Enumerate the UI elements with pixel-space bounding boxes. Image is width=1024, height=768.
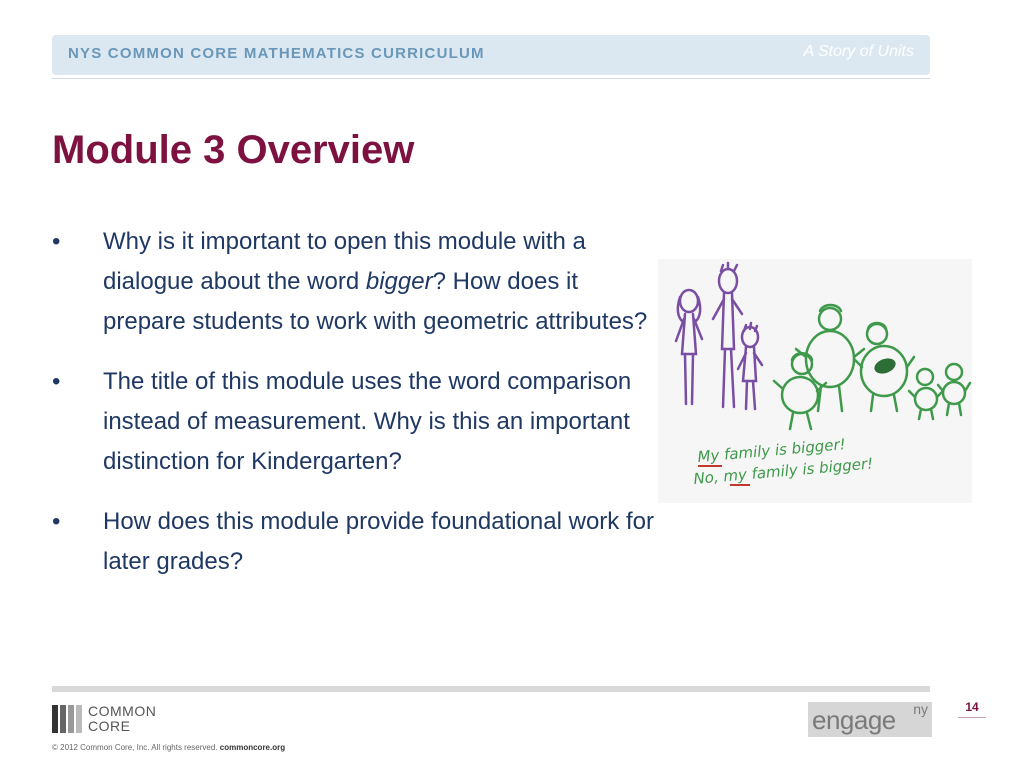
caption-my: My	[696, 446, 721, 466]
engage-word: engage	[812, 705, 896, 735]
header-banner	[52, 35, 930, 75]
bullet-text: Why is it important to open this module with a dialogue about the word bigger? How does it prepare students to work with geometric attributes?	[103, 228, 648, 335]
page-number-underline	[958, 717, 986, 718]
bullet-marker: •	[52, 228, 61, 255]
svg-text:No, my family is bigger!: No, my family is bigger!	[692, 454, 874, 488]
bullet-item	[52, 222, 667, 342]
curriculum-label: NYS COMMON CORE MATHEMATICS CURRICULUM	[68, 45, 485, 62]
logo-text-line1: COMMON	[88, 703, 157, 719]
logo-text-line2: CORE	[88, 718, 131, 734]
engage-ny-logo	[808, 702, 932, 737]
bullet-list	[52, 222, 667, 602]
bullet-marker: •	[52, 368, 61, 395]
copyright-notice: © 2012 Common Core, Inc. All rights reserved. commoncore.org	[52, 743, 286, 752]
bullet-text: How does this module provide foundational work for later grades?	[103, 508, 654, 575]
series-label: A Story of Units	[803, 43, 914, 60]
emphasis-bigger: bigger	[365, 268, 433, 295]
family-drawing	[658, 259, 972, 503]
bullet-text: The title of this module uses the word comparison instead of measurement. Why is this an important distinction for Kindergarten?	[103, 368, 632, 475]
page-number: 14	[965, 700, 979, 714]
engage-sup: ny	[913, 701, 928, 717]
bullet-item	[52, 362, 667, 482]
bullet-marker: •	[52, 508, 61, 535]
footer-divider	[52, 686, 930, 692]
slide-title: Module 3 Overview	[52, 128, 415, 172]
common-core-logo	[52, 704, 156, 734]
common-core-logo-icon	[52, 705, 82, 733]
copyright-site: commoncore.org	[219, 743, 286, 752]
bullet-item	[52, 502, 667, 582]
family-drawing-svg	[658, 259, 972, 503]
caption-my-2: my	[722, 465, 748, 486]
svg-text:My family is bigger!: My family is bigger!	[696, 435, 847, 466]
header-divider	[52, 78, 930, 79]
